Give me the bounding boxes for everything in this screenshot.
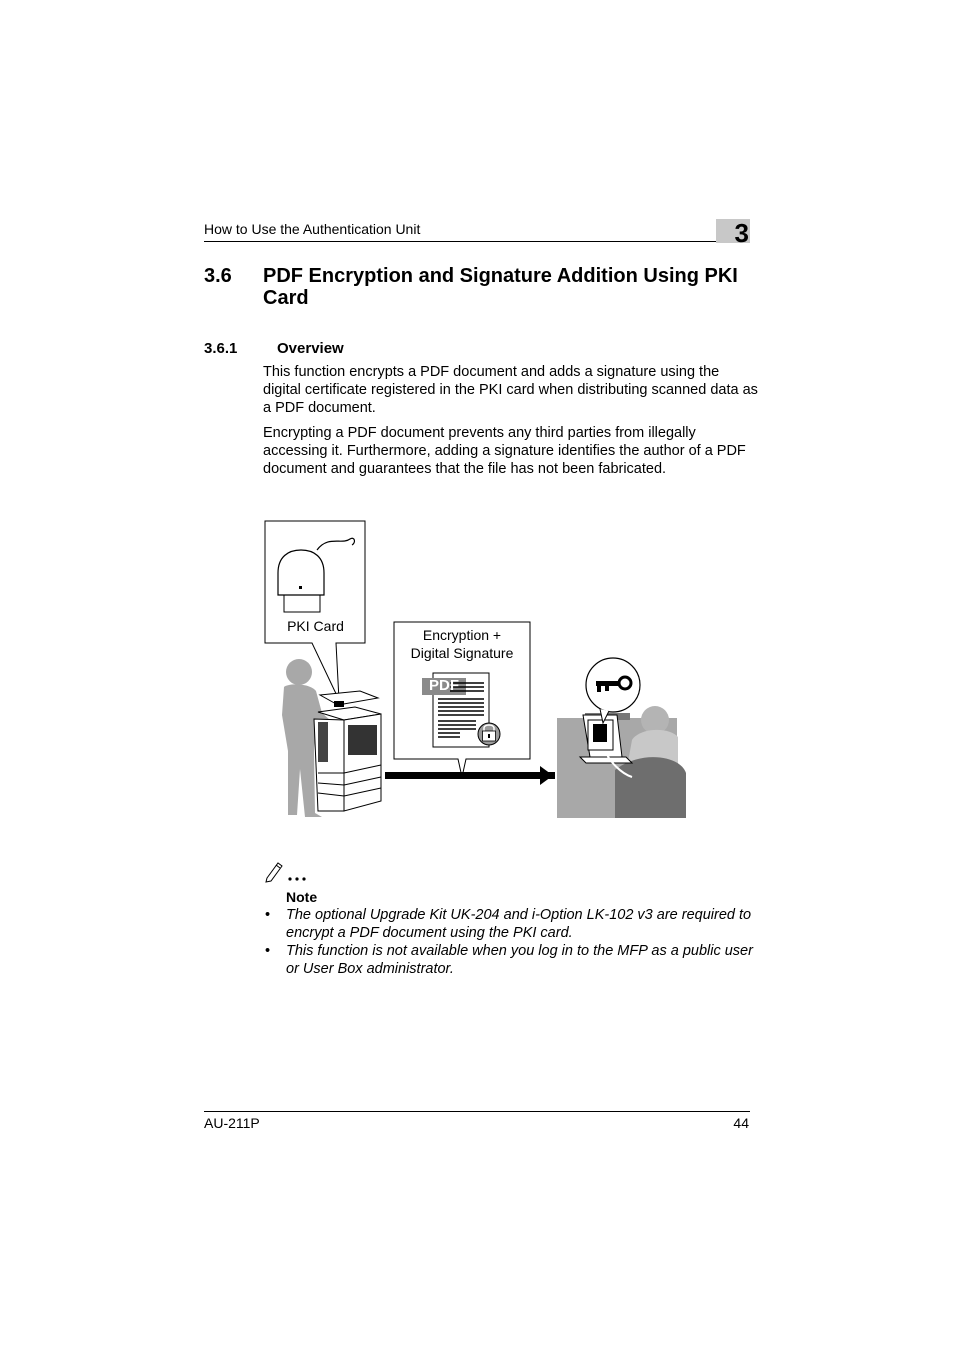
recipient-scene [557, 706, 686, 818]
send-arrow-icon [385, 766, 555, 785]
section-number: 3.6 [204, 265, 232, 287]
pki-card-label: PKI Card [287, 618, 344, 634]
body-paragraph: Encrypting a PDF document prevents any third parties from illegally accessing it. Furthermore, adding a signature identifies the author of a PDF document and guarantees that the file has not been fabricated. [263, 425, 746, 477]
note-list [263, 906, 758, 978]
note-item-text: The optional Upgrade Kit UK-204 and i-Option LK-102 v3 are required to encrypt a PDF document using the PKI card. [286, 907, 752, 941]
note-label: Note [286, 889, 318, 905]
padlock-icon [478, 723, 500, 745]
pki-workflow-illustration [260, 515, 700, 825]
note-item [263, 906, 758, 942]
body-paragraph: This function encrypts a PDF document and adds a signature using the digital certificate registered in the PKI card when distributing scanned data as a PDF document. [263, 364, 758, 416]
digital-signature-label: Digital Signature [410, 645, 514, 661]
bullet: • [265, 943, 271, 959]
note-item-text: This function is not available when you log in to the MFP as a public user or User Box administrator. [286, 943, 753, 977]
header-rule [204, 241, 716, 242]
note-item [263, 942, 758, 978]
mfp-machine-icon [314, 691, 381, 811]
running-header: How to Use the Authentication Unit [204, 221, 421, 237]
section-title: PDF Encryption and Signature Addition Using PKI Card [263, 265, 738, 309]
chapter-number: 3 [734, 218, 749, 248]
footer-rule [204, 1111, 750, 1112]
subsection-number: 3.6.1 [204, 340, 238, 357]
pki-card-callout [265, 521, 365, 700]
bullet: • [265, 907, 271, 923]
encryption-label: Encryption + [422, 627, 502, 643]
page-number: 44 [733, 1115, 749, 1131]
footer-model: AU-211P [204, 1115, 260, 1131]
note-pencil-icon [263, 858, 313, 884]
pdf-badge: PDF [429, 677, 459, 694]
subsection-title: Overview [277, 340, 344, 357]
chapter-tab [716, 218, 750, 248]
